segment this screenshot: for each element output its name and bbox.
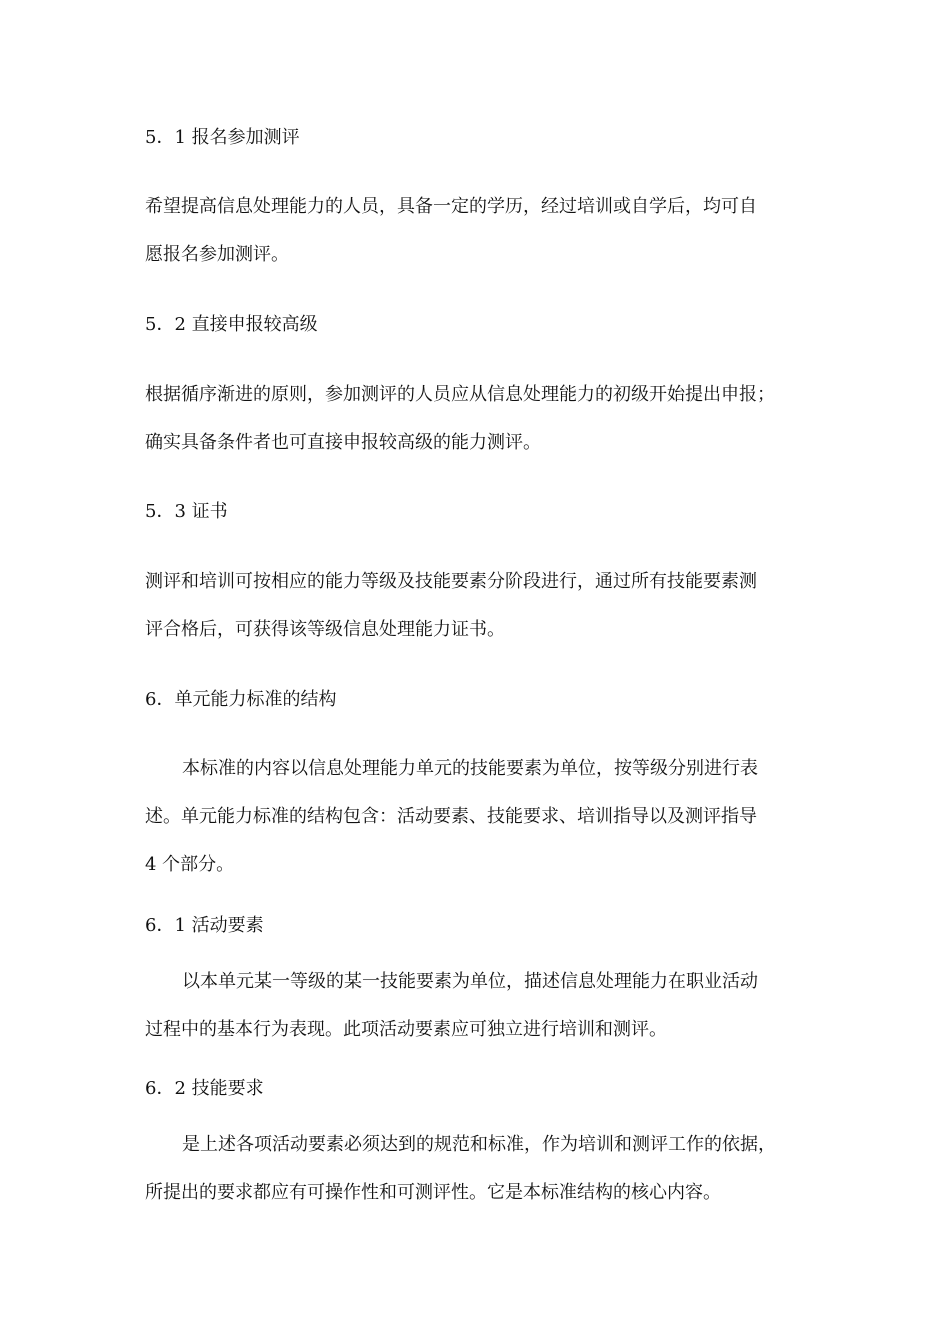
section-5-3-text-line-1: 测评和培训可按相应的能力等级及技能要素分阶段进行，通过所有技能要素测 xyxy=(145,571,757,592)
section-5-1-text-line-1: 希望提高信息处理能力的人员，具备一定的学历，经过培训或自学后，均可自 xyxy=(145,196,757,217)
section-6-2-heading: 6．2 技能要求 xyxy=(145,1078,264,1099)
section-5-2-heading: 5．2 直接申报较高级 xyxy=(145,314,318,335)
section-6-1-text-line-1: 以本单元某一等级的某一技能要素为单位，描述信息处理能力在职业活动 xyxy=(182,971,758,992)
section-6-text-line-2: 述。单元能力标准的结构包含：活动要素、技能要求、培训指导以及测评指导 xyxy=(145,806,757,827)
section-5-3-heading: 5．3 证书 xyxy=(145,501,228,522)
section-6-text-line-1: 本标准的内容以信息处理能力单元的技能要素为单位，按等级分别进行表 xyxy=(182,758,758,779)
section-6-2-text-line-1: 是上述各项活动要素必须达到的规范和标准，作为培训和测评工作的依据， xyxy=(182,1134,776,1155)
section-5-2-text-line-1: 根据循序渐进的原则，参加测评的人员应从信息处理能力的初级开始提出申报； xyxy=(145,384,775,405)
section-6-text-line-3: 4 个部分。 xyxy=(145,854,235,875)
section-6-heading: 6．单元能力标准的结构 xyxy=(145,689,337,710)
section-5-1-heading: 5．1 报名参加测评 xyxy=(145,127,300,148)
section-6-2-text-line-2: 所提出的要求都应有可操作性和可测评性。它是本标准结构的核心内容。 xyxy=(145,1182,721,1203)
section-6-1-heading: 6．1 活动要素 xyxy=(145,915,264,936)
section-5-1-text-line-2: 愿报名参加测评。 xyxy=(145,244,289,265)
section-6-1-text-line-2: 过程中的基本行为表现。此项活动要素应可独立进行培训和测评。 xyxy=(145,1019,667,1040)
section-5-2-text-line-2: 确实具备条件者也可直接申报较高级的能力测评。 xyxy=(145,432,541,453)
section-5-3-text-line-2: 评合格后，可获得该等级信息处理能力证书。 xyxy=(145,619,505,640)
